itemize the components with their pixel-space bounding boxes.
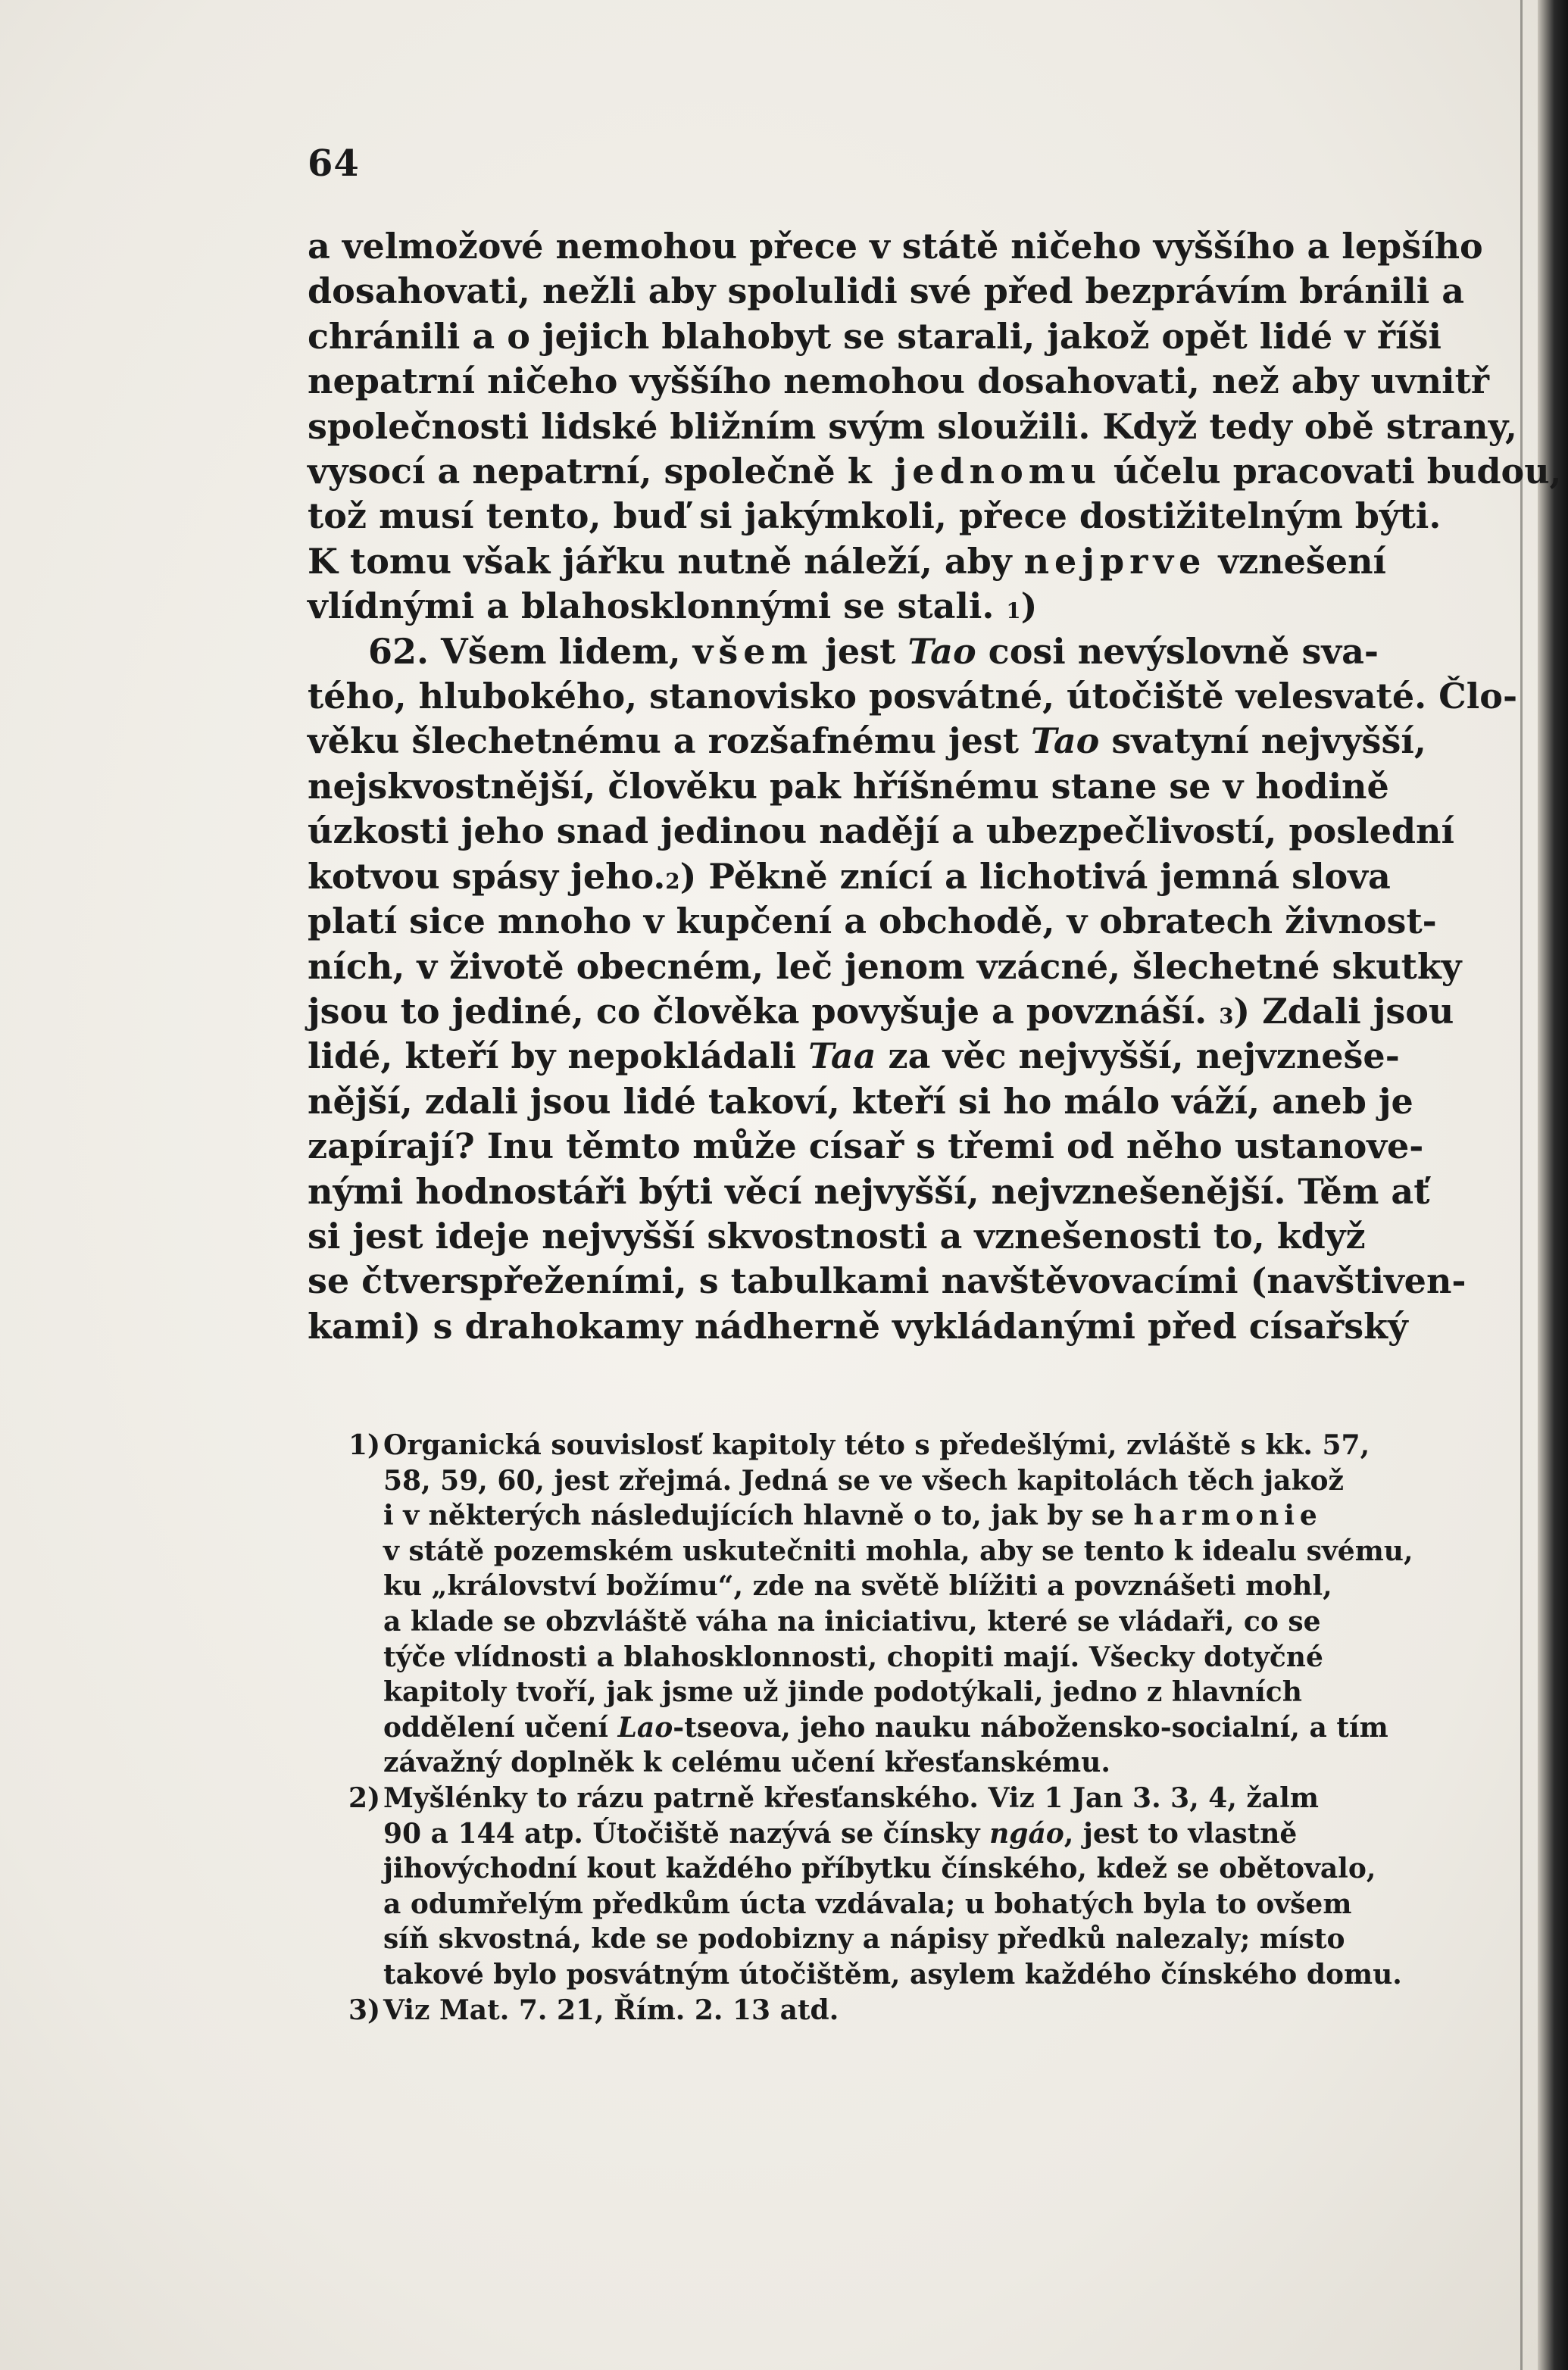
- main-text: [308, 224, 1562, 1349]
- spaced-emphasis: všem: [692, 630, 814, 672]
- footnote-text: Organická souvislosť kapitoly této s předešlými, zvláště s kk. 57,: [383, 1429, 1370, 1461]
- text-span: ) Zdali jsou: [1233, 990, 1454, 1032]
- text-line: tého, hlubokého, stanovisko posvátné, útočiště velesvaté. Člo-: [308, 676, 1518, 717]
- text-line: ních, v životě obecném, leč jenom vzácné, šlechetné skutky: [308, 945, 1462, 987]
- text-line: si jest ideje nejvyšší skvostnosti a vznešenosti to, když: [308, 1215, 1366, 1257]
- footnote-line: a klade se obzvláště váha na iniciativu, které se vládaři, co se: [383, 1605, 1321, 1638]
- footnote-line: takové bylo posvátným útočištěm, asylem každého čínského domu.: [383, 1958, 1402, 1991]
- text-line: a velmožové nemohou přece v státě ničeho vyššího a lepšího: [308, 226, 1483, 267]
- text-span: svatyní nejvyšší,: [1099, 720, 1426, 762]
- footnote-text: Myšlénky to rázu patrně křesťanského. Viz 1 Jan 3. 3, 4, žalm: [383, 1781, 1319, 1814]
- spaced-emphasis: k jednomu: [847, 451, 1101, 492]
- text-line: úzkosti jeho snad jedinou nadějí a ubezpečlivostí, poslední: [308, 810, 1454, 852]
- text-span: cosi nevýslovně sva-: [976, 630, 1379, 672]
- text-span: věku šlechetnému a rozšafnému jest: [308, 720, 1032, 762]
- italic-term: Tao: [907, 630, 976, 672]
- text-line: společnosti lidské bližním svým sloužili. Když tedy obě strany,: [308, 405, 1517, 447]
- text-span: jsou to jediné, co člověka povyšuje a povznáší.: [308, 990, 1207, 1032]
- text-line: [308, 1034, 1400, 1079]
- text-line: zapírají? Inu těmto může císař s třemi od něho ustanove-: [308, 1126, 1424, 1167]
- footnote-line: ku „království božímu“, zde na světě blížiti a povznášeti mohl,: [383, 1570, 1332, 1603]
- text-line: nější, zdali jsou lidé takoví, kteří si ho málo váží, aneb je: [308, 1080, 1413, 1122]
- text-span: K tomu však jářku nutně náleží, aby: [308, 540, 1024, 582]
- text-span: kotvou spásy jeho.: [308, 855, 666, 897]
- footnote-line: závažný doplněk k celému učení křesťanskému.: [383, 1747, 1110, 1779]
- page-gutter-line: [1520, 0, 1523, 2370]
- text-span: vysocí a nepatrní, společně: [308, 451, 848, 492]
- text-line: kami) s drahokamy nádherně vykládanými před císařský: [308, 1305, 1408, 1347]
- spaced-emphasis: harmonie: [1133, 1500, 1323, 1532]
- footnote-line: [383, 1816, 1360, 1852]
- text-span: lidé, kteří by nepokládali: [308, 1035, 809, 1077]
- footnote-line: síň skvostná, kde se podobizny a nápisy předků nalezaly; místo: [383, 1923, 1345, 1956]
- text-line: [308, 719, 1426, 763]
- text-line: platí sice mnoho v kupčení a obchodě, v obratech živnost-: [308, 901, 1437, 942]
- footnote-line: a odumřelým předkům úcta vzdávala; u bohatých byla to ovšem: [383, 1888, 1352, 1920]
- text-line: vlídnými a blahosklonnými se stali. $^1$): [308, 585, 1038, 627]
- footnote-marker: 1): [348, 1429, 381, 1461]
- footnote-text: Viz Mat. 7. 21, Řím. 2. 13 atd.: [383, 1994, 839, 2026]
- footnote-text: , jest to vlastně: [1064, 1817, 1298, 1850]
- footnote-ref: 2: [665, 868, 680, 894]
- footnote-marker: 2): [348, 1781, 381, 1814]
- italic-term: Tao: [1031, 720, 1100, 762]
- footnote-marker: 3): [348, 1994, 381, 2026]
- text-line: nými hodnostáři býti věcí nejvyšší, nejvznešenější. Těm ať: [308, 1170, 1430, 1212]
- footnote-2: [348, 1781, 1360, 1816]
- text-line: [308, 989, 1454, 1034]
- footnote-text: oddělení učení: [383, 1711, 618, 1744]
- footnote-line: 58, 59, 60, jest zřejmá. Jedná se ve všech kapitolách těch jakož: [383, 1464, 1344, 1497]
- text-line: nepatrní ničeho vyššího nemohou dosahovati, než aby uvnitř: [308, 361, 1490, 402]
- spaced-emphasis: nejprve: [1023, 540, 1207, 582]
- text-span: 62. Všem lidem,: [368, 630, 693, 672]
- footnote-ref: 1: [1006, 598, 1021, 624]
- text-line: nejskvostnější, člověku pak hříšnému stane se v hodině: [308, 765, 1389, 807]
- italic-term: ngáo: [989, 1817, 1064, 1850]
- text-line: dosahovati, nežli aby spolulidi své před bezprávím bránili a: [308, 270, 1465, 312]
- footnote-ref: 3: [1219, 1003, 1234, 1029]
- footnote-3: [348, 1993, 1360, 2028]
- paragraph-start: [308, 629, 1379, 674]
- text-line: [308, 449, 1562, 494]
- text-span: jest: [813, 630, 908, 672]
- italic-term: Lao: [617, 1711, 673, 1744]
- footnote-text: -tseova, jeho nauku nábožensko-socialní, a tím: [673, 1711, 1388, 1744]
- text-line: se čtverspřeženími, s tabulkami navštěvovacími (navštiven-: [308, 1260, 1466, 1302]
- text-span: ) Pěkně znící a lichotivá jemná slova: [679, 855, 1391, 897]
- text-line: tož musí tento, buď si jakýmkoli, přece dostižitelným býti.: [308, 495, 1441, 537]
- text-span: účelu pracovati budou,: [1101, 451, 1562, 492]
- text-span: za věc nejvyšší, nejvzneše-: [876, 1035, 1400, 1077]
- page-number: 64: [308, 142, 360, 185]
- footnote-line: [383, 1498, 1360, 1534]
- footnote-line: týče vlídnosti a blahosklonnosti, chopiti mají. Všecky dotyčné: [383, 1641, 1323, 1673]
- footnote-1: [348, 1428, 1370, 1463]
- footnote-line: kapitoly tvoří, jak jsme už jinde podotýkali, jedno z hlavních: [383, 1676, 1302, 1709]
- footnote-text: i v některých následujících hlavně o to, jak by se: [383, 1500, 1134, 1532]
- footnote-line: jihovýchodní kout každého příbytku čínského, kdež se obětovalo,: [383, 1853, 1376, 1885]
- text-line: [308, 539, 1387, 584]
- scan-edge: [1538, 0, 1568, 2370]
- footnotes: [348, 1428, 1413, 2028]
- text-line: chránili a o jejich blahobyt se starali, jakož opět lidé v říši: [308, 315, 1441, 357]
- text-span: vznešení: [1206, 540, 1387, 582]
- footnote-line: v státě pozemském uskutečniti mohla, aby se tento k idealu svému,: [383, 1535, 1413, 1567]
- text-line: [308, 854, 1391, 899]
- text-span: vlídnými a blahosklonnými se stali.: [308, 585, 995, 627]
- italic-term: Taa: [808, 1035, 876, 1077]
- footnote-line: [383, 1710, 1388, 1746]
- footnote-text: 90 a 144 atp. Útočiště nazývá se čínsky: [383, 1817, 990, 1850]
